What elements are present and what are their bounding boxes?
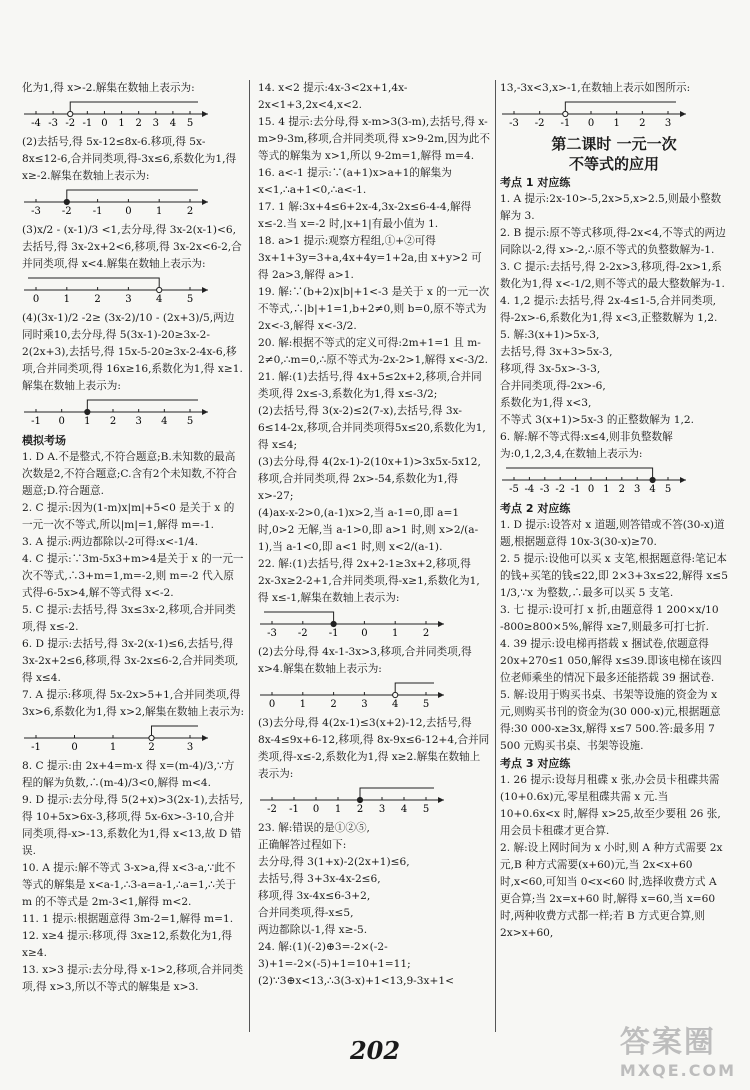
tick-label: -1 (328, 628, 339, 639)
tick-label: 0 (101, 118, 108, 129)
answer-text: 22. 解:(1)去括号,得 2x+2-1≥3x+2,移项,得 2x-3x≥2-2+1,合并同类项,得-x≥1,系数化为1,得 x≤-1,解集在数轴上表示为: (258, 558, 480, 604)
tick-label: 5 (186, 118, 194, 129)
tick-label: 0 (587, 484, 595, 495)
lesson-title: 第二课时 一元一次 (551, 135, 677, 153)
tick-label: -2 (555, 484, 566, 495)
answer-text: 系数化为1,得 x<3, (500, 397, 592, 409)
solution-bracket (565, 102, 676, 114)
answer-text: 19. 解:∵(b+2)x|b|+1<-3 是关于 x 的一元一次不等式,∴|b|+1=1,b+2≠0,则 b=0,原不等式为 2x<-3,解得 x<-3/2. (258, 286, 490, 332)
answer-text: 10. A 提示:解不等式 3-x>a,得 x<3-a,∵此不等式的解集是 x<a-1,∴3-a=a-1,∴a=1,∴关于 m 的不等式是 2m-3<1,解得 m<2. (22, 862, 237, 908)
answer-text: 两边都除以-1,得 x≥-5. (258, 924, 368, 936)
axis-arrow (202, 111, 208, 117)
answer-text: 13. x>3 提示:去分母,得 x-1>2,移项,合并同类项,得 x>3,所以不等式的解集是 x>3. (22, 964, 244, 993)
answer-text: 去括号,得 3x+3>5x-3, (500, 346, 613, 358)
answer-text: 6. 解:解不等式得:x≤4,则非负整数解为:0,1,2,3,4,在数轴上表示为: (500, 431, 673, 460)
solution-bracket (506, 468, 653, 480)
solution-bracket (67, 190, 198, 202)
answer-text: 4. 1,2 提示:去括号,得 2x-4≤1-5,合并同类项,得-2x>-6,系数化为1,得 x<3,正整数解为 1,2. (500, 295, 718, 324)
tick-label: 2 (618, 484, 625, 495)
tick-label: -2 (267, 804, 277, 815)
tick-label: 3 (125, 294, 132, 305)
tick-label: -4 (31, 118, 41, 129)
tick-label: 0 (312, 804, 320, 815)
answer-text: 1. 26 提示:设每月租碟 x 张,办会员卡租碟共需(10+0.6x)元,零星租碟共需 x 元.当 10+0.6x<x 时,解得 x>25,故至少要租 26 张,用会员卡租碟才更合算. (500, 774, 721, 837)
tick-label: 4 (649, 484, 656, 495)
number-line (258, 608, 448, 642)
answer-text: 1. D A.不是整式,不符合题意;B.未知数的最高次数是2,不符合题意;C.含有2个未知数,不符合题意;D.符合题意. (22, 451, 237, 497)
tick-label: 0 (71, 742, 78, 753)
solution-bracket (360, 788, 434, 800)
answer-text: 5. C 提示:去括号,得 3x≤3x-2,移项,合并同类项,得 x≤-2. (22, 604, 236, 633)
tick-label: 5 (186, 416, 194, 427)
tick-label: -5 (509, 484, 519, 495)
tick-label: 2 (186, 206, 194, 217)
tick-label: 2 (135, 118, 142, 129)
tick-label: -1 (560, 118, 571, 129)
answer-text: (3)去分母,得 4(2x-1)-2(10x+1)>3x5x-5x12,移项,合并同类项,得 2x>-54,系数化为1,得 x>-27; (258, 456, 481, 502)
tick-label: -3 (509, 118, 519, 129)
answer-text: 8. C 提示:由 2x+4=m-x 得 x=(m-4)/3,∵方程的解为负数,∴(m-4)/3<0,解得 m<4. (22, 760, 235, 789)
tick-label: -3 (48, 118, 58, 129)
tick-label: 3 (135, 416, 142, 427)
answer-text: 13,-3x<3,x>-1,在数轴上表示如图所示: (500, 82, 691, 94)
answer-text: 1. D 提示:设答对 x 道题,则答错或不答(30-x)道题,根据题意得 10x-3(30-x)≥70. (500, 519, 725, 548)
open-endpoint (393, 692, 398, 697)
closed-endpoint (85, 409, 90, 414)
tick-label: 5 (664, 484, 672, 495)
tick-label: -1 (31, 416, 41, 427)
answer-text: 3. 七 提示:设可打 x 折,由题意得 1 200×x/10 -800≥800×5%,解得 x≥7,则最多可打七折. (500, 604, 719, 633)
tick-label: 1 (603, 484, 610, 495)
tick-label: -1 (92, 206, 103, 217)
tick-label: 1 (334, 804, 342, 815)
answer-text: 21. 解:(1)去括号,得 4x+5≤2x+2,移项,合并同类项,得 2x≤-3,系数化为1,得 x≤-3/2; (258, 371, 482, 400)
tick-label: 1 (63, 294, 70, 305)
closed-endpoint (64, 199, 69, 204)
answer-text: 合并同类项,得-2x>-6, (500, 380, 606, 392)
answer-column-left (22, 80, 244, 996)
number-line (500, 98, 690, 132)
closed-endpoint (331, 621, 336, 626)
tick-label: -2 (534, 118, 545, 129)
answer-text: (2)去括号,得 3(x-2)≤2(7-x),去括号,得 3x-6≤14-2x,移项,合并同类项得5x≤20,系数化为1,得 x≤4; (258, 405, 486, 451)
answer-text: 2. 解:设上网时间为 x 小时,则 A 种方式需要 2x 元,B 种方式需要(x+60)元,当 2x<x+60 时,x<60,可知当 0<x<60 时,选择收费方式 A 更合算;当 2x=x+60 时,解得 x=60,当 x=60 时,两种收费方式都一样;若 B 方式更合算,则 2x>x+60, (500, 842, 723, 939)
column-divider (249, 80, 250, 1032)
number-line (22, 98, 212, 132)
answer-text: (3)去分母,得 4(2x-1)≤3(x+2)-12,去括号,得 8x-4≤9x+6-12,移项,得 8x-9x≤6-12+4,合并同类项,得-x≤-2,系数化为1,得 x≥2.解集在数轴上表示为: (258, 717, 490, 780)
solution-bracket (28, 278, 159, 290)
tick-label: 1 (156, 206, 163, 217)
solution-bracket (264, 612, 334, 624)
number-line (500, 464, 690, 498)
watermark-text: 答案圈 (619, 1025, 716, 1060)
number-line (258, 679, 448, 713)
tick-label: -3 (267, 628, 277, 639)
tick-label: 3 (378, 804, 386, 815)
tick-label: 0 (587, 118, 595, 129)
answer-text: 5. 解:设用于购买书桌、书架等设施的资金为 x 元,则购买书刊的资金为(30 000-x)元,根据题意得:30 000-x≥3x,解得 x≤7 500.答:最多用 7 500 元购买书桌、书架等设施. (500, 689, 721, 752)
tick-label: 2 (94, 294, 101, 305)
tick-label: 2 (356, 804, 364, 815)
answer-text: (2)去分母,得 4x-1-3x>3,移项,合并同类项,得 x>4.解集在数轴上表示为: (258, 646, 472, 675)
answer-text: 4. 39 提示:设电梯再搭载 x 捆试卷,依题意得 20x+270≤1 050,解得 x≤39.即该电梯在该四位老师乘坐的情况下最多还能搭载 39 捆试卷. (500, 638, 722, 684)
tick-label: 0 (361, 628, 368, 639)
closed-endpoint (357, 797, 362, 802)
tick-label: 4 (400, 804, 408, 815)
tick-label: 3 (664, 118, 672, 129)
answer-text: 1. A 提示:2x-10>-5,2x>5,x>2.5,则最小整数解为 3. (500, 193, 722, 222)
number-line (258, 784, 448, 818)
axis-arrow (202, 409, 208, 415)
tick-label: 5 (422, 699, 430, 710)
tick-label: 5 (422, 804, 430, 815)
answer-text: 3. C 提示:去括号,得 2-2x>3,移项,得-2x>1,系数化为1,得 x<-1/2,则不等式的最大整数解为-1. (500, 261, 725, 290)
axis-arrow (202, 199, 208, 205)
answer-text: 移项,得 3x-5x>-3-3, (500, 363, 601, 375)
answer-text: 12. x≥4 提示:移项,得 3x≥12,系数化为1,得 x≥4. (22, 930, 232, 959)
answer-text: 化为1,得 x>-2.解集在数轴上表示为: (22, 82, 195, 94)
tick-label: 3 (186, 742, 194, 753)
tick-label: -1 (570, 484, 581, 495)
answer-text: 16. a<-1 提示:∵(a+1)x>a+1的解集为 x<1,∴a+1<0,∴a<-1. (258, 167, 452, 196)
tick-label: 1 (392, 628, 399, 639)
tick-label: 3 (361, 699, 368, 710)
tick-label: 2 (422, 628, 430, 639)
axis-arrow (202, 735, 208, 741)
answer-text: 去分母,得 3(1+x)-2(2x+1)≤6, (258, 856, 410, 868)
tick-label: 1 (118, 118, 125, 129)
number-line (22, 186, 212, 220)
answer-text: 2. C 提示:因为(1-m)x|m|+5<0 是关于 x 的一元一次不等式,所以|m|=1,解得 m=-1. (22, 502, 235, 531)
tick-label: 2 (639, 118, 646, 129)
answer-text: (3)x/2 - (x-1)/3 <1,去分母,得 3x-2(x-1)<6,去括号,得 3x-2x+2<6,移项,得 3x-2x<6-2,合并同类项,得 x<4.解集在数轴上表示为: (22, 224, 242, 270)
solution-bracket (87, 400, 198, 412)
number-line (22, 722, 212, 756)
axis-arrow (438, 692, 444, 698)
axis-arrow (202, 287, 208, 293)
open-endpoint (68, 111, 73, 116)
tick-label: 3 (634, 484, 641, 495)
answer-text: 正确解答过程如下: (258, 839, 347, 851)
tick-label: 4 (156, 294, 163, 305)
lesson-title: 不等式的应用 (568, 155, 659, 173)
number-line (22, 396, 212, 430)
solution-bracket (152, 726, 199, 738)
section-heading: 考点 2 对应练 (500, 502, 571, 515)
tick-label: -3 (539, 484, 550, 495)
watermark-logo (620, 1017, 736, 1080)
answer-text: (4)ax-x-2>0,(a-1)x>2,当 a-1=0,即 a=1 时,0>2 无解,当 a-1>0,即 a>1 时,则 x>2/(a-1),当 a-1<0,即 a<1 时,则 x<2/(a-1). (258, 507, 479, 553)
open-endpoint (563, 111, 568, 116)
answer-text: 2. 5 提示:设他可以买 x 支笔,根据题意得:笔记本的钱+买笔的钱≤22,即 2×3+3x≤22,解得 x≤5 1/3,∵x 为整数,∴最多可以买 5 支笔. (500, 553, 728, 599)
tick-label: 2 (148, 742, 155, 753)
tick-label: -1 (289, 804, 299, 815)
solution-bracket (70, 102, 198, 114)
tick-label: 1 (84, 416, 91, 427)
open-endpoint (149, 735, 154, 740)
answer-text: 20. 解:根据不等式的定义可得:2m+1=1 且 m-2≠0,∴m=0,∴原不等式为-2x-2>1,解得 x<-3/2. (258, 337, 489, 366)
answer-text: (4)(3x-1)/2 -2≥ (3x-2)/10 - (2x+3)/5,两边同时乘10,去分母,得 5(3x-1)-20≥3x-2-2(2x+3),去括号,得 15x-5-20≥3x-2-4x-6,移项,合并同类项,得 16x≥16,系数化为1,得 x≥1.解集在数轴上表示为: (22, 312, 243, 392)
answer-column-middle (258, 80, 490, 990)
tick-label: 2 (109, 416, 117, 427)
answer-text: 14. x<2 提示:4x-3<2x+1,4x-2x<1+3,2x<4,x<2. (258, 82, 408, 111)
axis-arrow (438, 797, 444, 803)
answer-text: 9. D 提示:去分母,得 5(2+x)>3(2x-1),去括号,得 10+5x>6x-3,移项,得 5x-6x>-3-10,合并同类项,得-x>-13,系数化为1,得 x<13,故 D 错误. (22, 794, 244, 857)
tick-label: 5 (186, 294, 194, 305)
answer-text: (2)去括号,得 5x-12≤8x-6.移项,得 5x-8x≤12-6,合并同类项,得-3x≤6,系数化为1,得 x≥-2.解集在数轴上表示为: (22, 136, 237, 182)
answer-text: 6. D 提示:去括号,得 3x-2(x-1)≤6,去括号,得 3x-2x+2≤6,移项,得 3x-2x≤6-2,合并同类项,得 x≤4. (22, 638, 239, 684)
tick-label: -2 (65, 118, 76, 129)
answer-text: 23. 解:错误的是①②⑤, (258, 822, 370, 834)
open-endpoint (157, 287, 162, 292)
answer-text: 去括号,得 3+3x-4x-2≤6, (258, 873, 381, 885)
tick-label: 0 (32, 294, 40, 305)
watermark-url: MXQE.COM (619, 1061, 736, 1080)
tick-label: 3 (152, 118, 159, 129)
tick-label: 1 (109, 742, 117, 753)
tick-label: -3 (31, 206, 41, 217)
answer-text: 5. 解:3(x+1)>5x-3, (500, 329, 600, 341)
answer-text: 17. 1 解:3x+4≤6+2x-4,3x-2x≤6-4-4,解得 x≤-2.当 x=-2 时,|x+1|有最小值为 1. (258, 201, 472, 230)
tick-label: -4 (524, 484, 535, 495)
tick-label: 0 (268, 699, 276, 710)
tick-label: 0 (58, 416, 65, 427)
tick-label: -2 (297, 628, 308, 639)
answer-text: 15. 4 提示:去分母,得 x-m>3(3-m),去括号,得 x-m>9-3m,移项,合并同类项,得 x>9-2m,因为此不等式的解集为 x>1,所以 9-2m=1,解得 m=4. (258, 116, 490, 162)
answer-text: 2. B 提示:原不等式移项,得-2x<4,不等式的两边同除以-2,得 x>-2,∴原不等式的负整数解为-1. (500, 227, 726, 256)
solution-bracket (395, 683, 434, 695)
tick-label: -1 (31, 742, 41, 753)
answer-text: 24. 解:(1)(-2)⊕3=-2×(-2-3)+1=-2×(-5)+1=10+1=11; (258, 941, 411, 970)
tick-label: -1 (82, 118, 93, 129)
answer-text: 11. 1 提示:根据题意得 3m-2=1,解得 m=1. (22, 913, 234, 925)
tick-label: 4 (169, 118, 177, 129)
axis-arrow (680, 111, 686, 117)
page-number: 202 (349, 1036, 401, 1065)
answer-text: 移项,得 3x-4x≤6-3+2, (258, 890, 371, 902)
section-heading: 模拟考场 (22, 434, 66, 447)
answer-column-right (500, 80, 728, 942)
tick-label: 0 (125, 206, 132, 217)
answer-text: 不等式 3(x+1)>5x-3 的正整数解为 1,2. (500, 414, 694, 426)
answer-text: 18. a>1 提示:观察方程组,①+②可得 3x+1+3y=3+a,4x+4y=1+2a,由 x+y>2 可得 2a>3,解得 a>1. (258, 235, 482, 281)
closed-endpoint (650, 477, 655, 482)
column-divider (495, 80, 496, 1032)
tick-label: -2 (61, 206, 72, 217)
tick-label: 4 (392, 699, 399, 710)
axis-arrow (680, 477, 686, 483)
answer-text: 7. A 提示:移项,得 5x-2x>5+1,合并同类项,得 3x>6,系数化为1,得 x>2,解集在数轴上表示为: (22, 689, 245, 718)
answer-text: (2)∵3⊕x<13,∴3(3-x)+1<13,9-3x+1< (258, 975, 454, 987)
tick-label: 1 (613, 118, 620, 129)
tick-label: 4 (161, 416, 168, 427)
section-heading: 考点 3 对应练 (500, 757, 571, 770)
number-line (22, 274, 212, 308)
answer-text: 4. C 提示:∵3m-5x3+m>4是关于 x 的一元一次不等式,∴3+m=1,m=-2,则 m=-2 代入原式得-6-5x>4,解不等式得 x<-2. (22, 553, 244, 599)
tick-label: 1 (299, 699, 306, 710)
answer-text: 3. A 提示:两边都除以-2可得:x<-1/4. (22, 536, 199, 548)
section-heading: 考点 1 对应练 (500, 176, 571, 189)
answer-text: 合并同类项,得-x≤5, (258, 907, 354, 919)
tick-label: 2 (330, 699, 337, 710)
axis-arrow (438, 621, 444, 627)
